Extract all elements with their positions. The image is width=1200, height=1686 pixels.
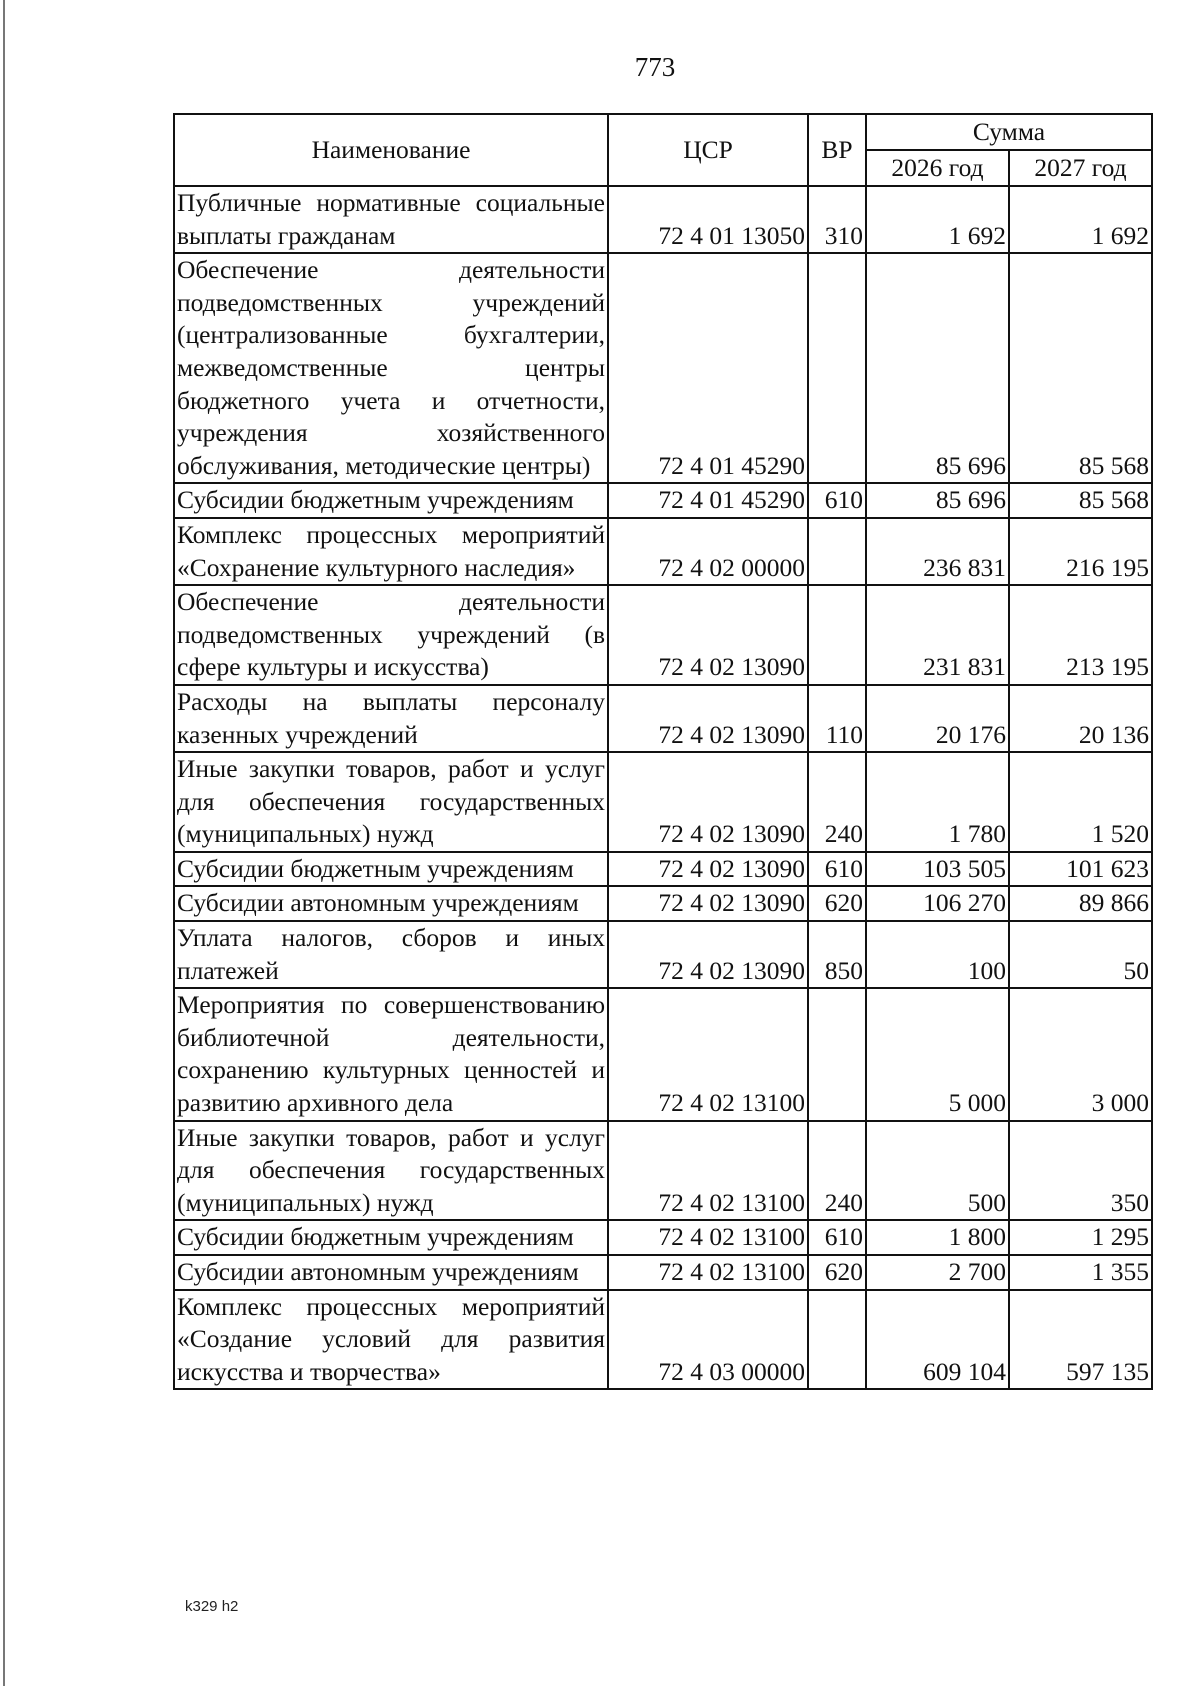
row-sum-2027: 213 195 [1009, 585, 1152, 685]
row-csr: 72 4 01 45290 [608, 253, 808, 483]
row-vr [808, 253, 866, 483]
row-vr: 610 [808, 1220, 866, 1255]
row-name: Субсидии бюджетным учреждениям [174, 852, 608, 887]
table-row [174, 988, 1152, 1120]
row-csr: 72 4 01 13050 [608, 186, 808, 253]
row-csr: 72 4 02 13090 [608, 852, 808, 887]
row-name: Комплекс процессных мероприятий «Сохранение культурного наследия» [174, 518, 608, 585]
row-name: Обеспечение деятельности подведомственных учреждений (в сфере культуры и искусства) [174, 585, 608, 685]
row-sum-2027: 101 623 [1009, 852, 1152, 887]
table-row [174, 186, 1152, 253]
table-row [174, 1290, 1152, 1390]
row-sum-2027: 1 520 [1009, 752, 1152, 852]
row-csr: 72 4 02 13090 [608, 585, 808, 685]
header-year-2027: 2027 год [1009, 150, 1152, 186]
row-sum-2026: 236 831 [866, 518, 1009, 585]
table-row [174, 921, 1152, 988]
row-vr [808, 988, 866, 1120]
table-row [174, 585, 1152, 685]
row-sum-2026: 103 505 [866, 852, 1009, 887]
row-sum-2027: 20 136 [1009, 685, 1152, 752]
row-csr: 72 4 03 00000 [608, 1290, 808, 1390]
row-vr [808, 585, 866, 685]
row-vr: 240 [808, 752, 866, 852]
table-row [174, 483, 1152, 518]
table-row [174, 1220, 1152, 1255]
row-sum-2026: 1 692 [866, 186, 1009, 253]
header-year-2026: 2026 год [866, 150, 1009, 186]
row-sum-2027: 85 568 [1009, 253, 1152, 483]
table-row [174, 518, 1152, 585]
header-sum: Сумма [866, 114, 1152, 150]
row-csr: 72 4 02 13090 [608, 752, 808, 852]
row-vr: 850 [808, 921, 866, 988]
header-vr: ВР [808, 114, 866, 186]
table-row [174, 752, 1152, 852]
header-name: Наименование [174, 114, 608, 186]
row-name: Субсидии автономным учреждениям [174, 1255, 608, 1290]
row-name: Мероприятия по совершенствованию библиотечной деятельности, сохранению культурных ценностей и развитию архивного дела [174, 988, 608, 1120]
table-row [174, 886, 1152, 921]
row-name: Субсидии бюджетным учреждениям [174, 1220, 608, 1255]
row-sum-2027: 1 295 [1009, 1220, 1152, 1255]
row-csr: 72 4 02 13100 [608, 1255, 808, 1290]
row-name: Иные закупки товаров, работ и услуг для обеспечения государственных (муниципальных) нужд [174, 752, 608, 852]
budget-table [173, 113, 1153, 1390]
row-name: Расходы на выплаты персоналу казенных учреждений [174, 685, 608, 752]
row-csr: 72 4 02 13100 [608, 988, 808, 1120]
row-sum-2026: 1 800 [866, 1220, 1009, 1255]
row-name: Обеспечение деятельности подведомственных учреждений (централизованные бухгалтерии, межведомственные центры бюджетного учета и отчетности, учреждения хозяйственного обслуживания, методические центры) [174, 253, 608, 483]
row-sum-2026: 20 176 [866, 685, 1009, 752]
row-sum-2026: 100 [866, 921, 1009, 988]
row-vr: 610 [808, 483, 866, 518]
row-sum-2026: 106 270 [866, 886, 1009, 921]
row-csr: 72 4 02 13090 [608, 886, 808, 921]
row-name: Субсидии бюджетным учреждениям [174, 483, 608, 518]
row-sum-2027: 50 [1009, 921, 1152, 988]
row-sum-2027: 216 195 [1009, 518, 1152, 585]
row-name: Публичные нормативные социальные выплаты гражданам [174, 186, 608, 253]
row-sum-2027: 1 355 [1009, 1255, 1152, 1290]
row-csr: 72 4 02 00000 [608, 518, 808, 585]
row-vr: 620 [808, 886, 866, 921]
row-sum-2026: 609 104 [866, 1290, 1009, 1390]
row-sum-2026: 231 831 [866, 585, 1009, 685]
row-sum-2027: 597 135 [1009, 1290, 1152, 1390]
table-row [174, 685, 1152, 752]
table-row [174, 1255, 1152, 1290]
table-row [174, 253, 1152, 483]
row-sum-2027: 85 568 [1009, 483, 1152, 518]
row-vr: 620 [808, 1255, 866, 1290]
row-csr: 72 4 02 13100 [608, 1121, 808, 1221]
row-sum-2027: 1 692 [1009, 186, 1152, 253]
row-sum-2027: 350 [1009, 1121, 1152, 1221]
row-sum-2026: 85 696 [866, 253, 1009, 483]
row-csr: 72 4 02 13090 [608, 921, 808, 988]
row-name: Иные закупки товаров, работ и услуг для обеспечения государственных (муниципальных) нужд [174, 1121, 608, 1221]
row-sum-2026: 5 000 [866, 988, 1009, 1120]
row-name: Уплата налогов, сборов и иных платежей [174, 921, 608, 988]
row-vr [808, 1290, 866, 1390]
document-code: k329 h2 [185, 1598, 239, 1615]
row-vr [808, 518, 866, 585]
row-csr: 72 4 02 13100 [608, 1220, 808, 1255]
row-vr: 110 [808, 685, 866, 752]
row-vr: 240 [808, 1121, 866, 1221]
row-sum-2027: 3 000 [1009, 988, 1152, 1120]
row-name: Субсидии автономным учреждениям [174, 886, 608, 921]
page-number: 773 [634, 52, 676, 82]
row-sum-2026: 500 [866, 1121, 1009, 1221]
row-sum-2026: 1 780 [866, 752, 1009, 852]
page-edge [3, 0, 5, 1686]
row-sum-2026: 2 700 [866, 1255, 1009, 1290]
row-vr: 610 [808, 852, 866, 887]
table-row [174, 852, 1152, 887]
row-csr: 72 4 02 13090 [608, 685, 808, 752]
table-row [174, 1121, 1152, 1221]
row-csr: 72 4 01 45290 [608, 483, 808, 518]
row-sum-2027: 89 866 [1009, 886, 1152, 921]
row-name: Комплекс процессных мероприятий «Создание условий для развития искусства и творчества» [174, 1290, 608, 1390]
row-vr: 310 [808, 186, 866, 253]
header-csr: ЦСР [608, 114, 808, 186]
row-sum-2026: 85 696 [866, 483, 1009, 518]
